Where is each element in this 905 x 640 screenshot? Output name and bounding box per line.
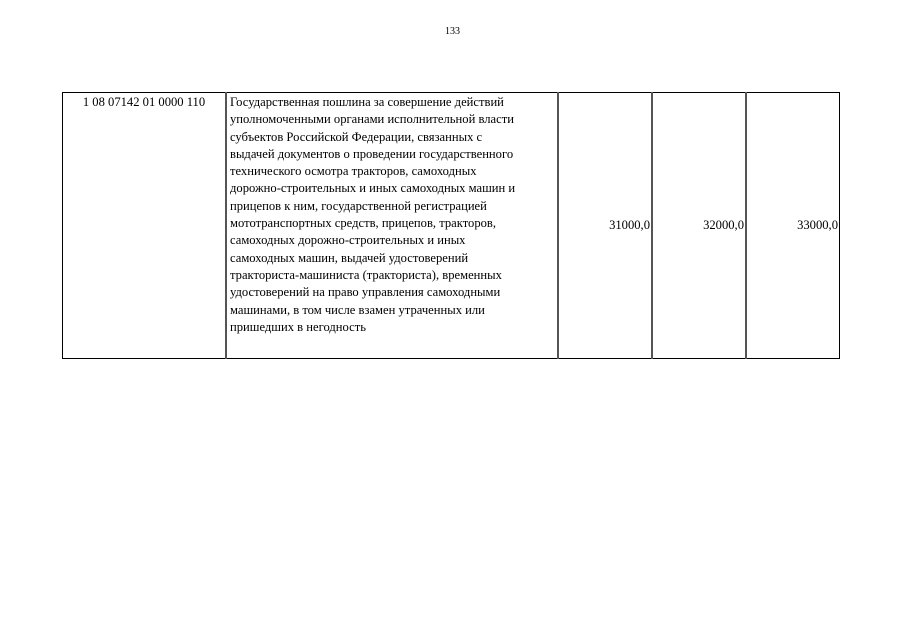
description-line: пришедших в негодность — [230, 319, 366, 334]
description-line: технического осмотра тракторов, самоходных — [230, 164, 477, 179]
value-year-2: 32000,0 — [652, 93, 746, 359]
description-line: Государственная пошлина за совершение действий — [230, 95, 504, 109]
description-line: выдачей документов о проведении государственного — [230, 146, 514, 161]
description-line: самоходных машин, выдачей удостоверений — [230, 250, 469, 265]
description-line: удостоверений на право управления самоходными — [230, 285, 501, 300]
description-cell — [226, 93, 558, 359]
description-line: тракториста-машиниста (тракториста), временных — [230, 267, 502, 282]
description-line: машинами, в том числе взамен утраченных или — [230, 302, 485, 317]
budget-table — [62, 92, 840, 359]
description-line: самоходных дорожно-строительных и иных — [230, 233, 466, 248]
description-line: прицепов к ним, государственной регистрацией — [230, 198, 487, 213]
description-line: мототранспортных средств, прицепов, тракторов, — [230, 216, 497, 231]
description-line: дорожно-строительных и иных самоходных машин и — [230, 181, 516, 196]
budget-code-cell: 1 08 07142 01 0000 110 — [63, 93, 227, 359]
value-year-3: 33000,0 — [746, 93, 840, 359]
description-line: уполномоченными органами исполнительной власти — [230, 112, 514, 127]
table-row — [63, 93, 840, 359]
value-year-1: 31000,0 — [558, 93, 652, 359]
page-number: 133 — [445, 26, 460, 37]
description-line: субъектов Российской Федерации, связанных с — [230, 129, 483, 144]
